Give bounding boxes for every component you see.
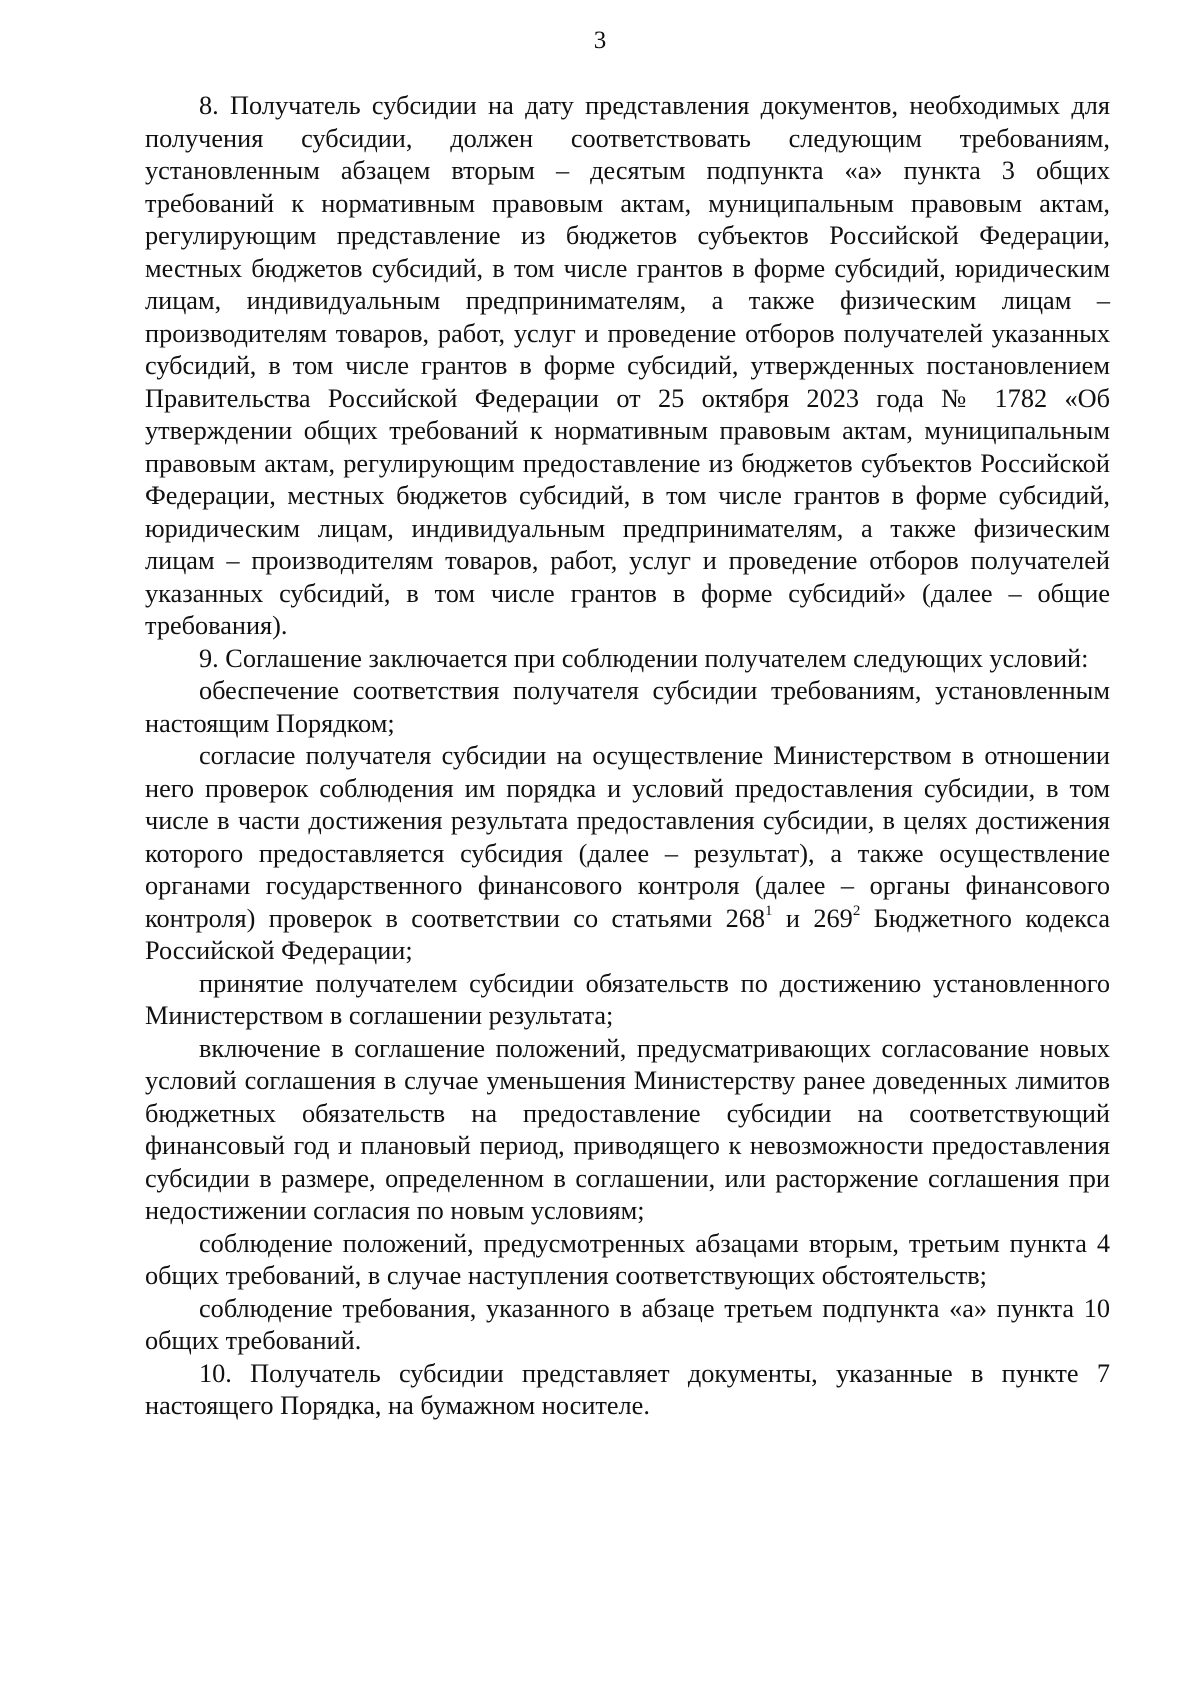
consent-text-mid: и 269 [772, 903, 853, 933]
paragraph-10: 10. Получатель субсидии представляет документы, указанные в пункте 7 настоящего Порядка, на бумажном носителе. [145, 1358, 1110, 1420]
paragraph-9-condition-compliance: обеспечение соответствия получателя субсидии требованиям, установленным настоящим Порядком; [145, 676, 1110, 738]
paragraph-9-condition-agreement-terms: включение в соглашение положений, предусматривающих согласование новых условий соглашения в случае уменьшения Министерству ранее доведенных лимитов бюджетных обязательств на предоставление субсидии на соответствующий финансовый год и плановый период, приводящего к невозможности предоставления субсидии в размере, определенном в соглашении, или расторжение соглашения при недостижении согласия по новым условиям; [145, 1033, 1110, 1225]
paragraph-9-condition-consent [145, 740, 1110, 968]
article-269-superscript: 2 [852, 902, 861, 919]
document-body [145, 90, 1110, 1423]
consent-text: согласие получателя субсидии на осуществление Министерством в отношении него проверок соблюдения им порядка и условий предоставления субсидии, в том числе в части достижения результата предоставления субсидии, в целях достижения которого предоставляется субсидия (далее – результат), а также осуществление органами государственного финансового контроля (далее – органы финансового контроля) проверок в соответствии со статьями 268 [145, 741, 1110, 933]
article-268-superscript: 1 [765, 902, 773, 919]
page-number: 3 [593, 27, 607, 54]
paragraph-9-condition-requirement: соблюдение требования, указанного в абзаце третьем подпункта «а» пункта 10 общих требований. [145, 1293, 1110, 1355]
paragraph-8: 8. Получатель субсидии на дату представления документов, необходимых для получения субсидии, должен соответствовать следующим требованиям, установленным абзацем вторым – десятым подпункта «а» пункта 3 общих требований к нормативным правовым актам, муниципальным правовым актам, регулирующим представление из бюджетов субъектов Российской Федерации, местных бюджетов субсидий, в том числе грантов в форме субсидий, юридическим лицам, индивидуальным предпринимателям, а также физическим лицам – производителям товаров, работ, услуг и проведение отборов получателей указанных субсидий, в том числе грантов в форме субсидий, утвержденных постановлением Правительства Российской Федерации от 25 октября 2023 года № 1782 «Об утверждении общих требований к нормативным правовым актам, муниципальным правовым актам, регулирующим предоставление из бюджетов субъектов Российской Федерации, местных бюджетов субсидий, в том числе грантов в форме субсидий, юридическим лицам, индивидуальным предпринимателям, а также физическим лицам – производителям товаров, работ, услуг и проведение отборов получателей указанных субсидий, в том числе грантов в форме субсидий» (далее – общие требования). [145, 91, 1110, 640]
consent-text-end: Бюджетного кодекса Российской Федерации; [145, 903, 1110, 965]
paragraph-9: 9. Соглашение заключается при соблюдении получателем следующих условий: [199, 643, 1089, 673]
paragraph-9-condition-obligations: принятие получателем субсидии обязательств по достижению установленного Министерством в соглашении результата; [145, 968, 1110, 1030]
paragraph-9-condition-provisions: соблюдение положений, предусмотренных абзацами вторым, третьим пункта 4 общих требований, в случае наступления соответствующих обстоятельств; [145, 1228, 1110, 1290]
